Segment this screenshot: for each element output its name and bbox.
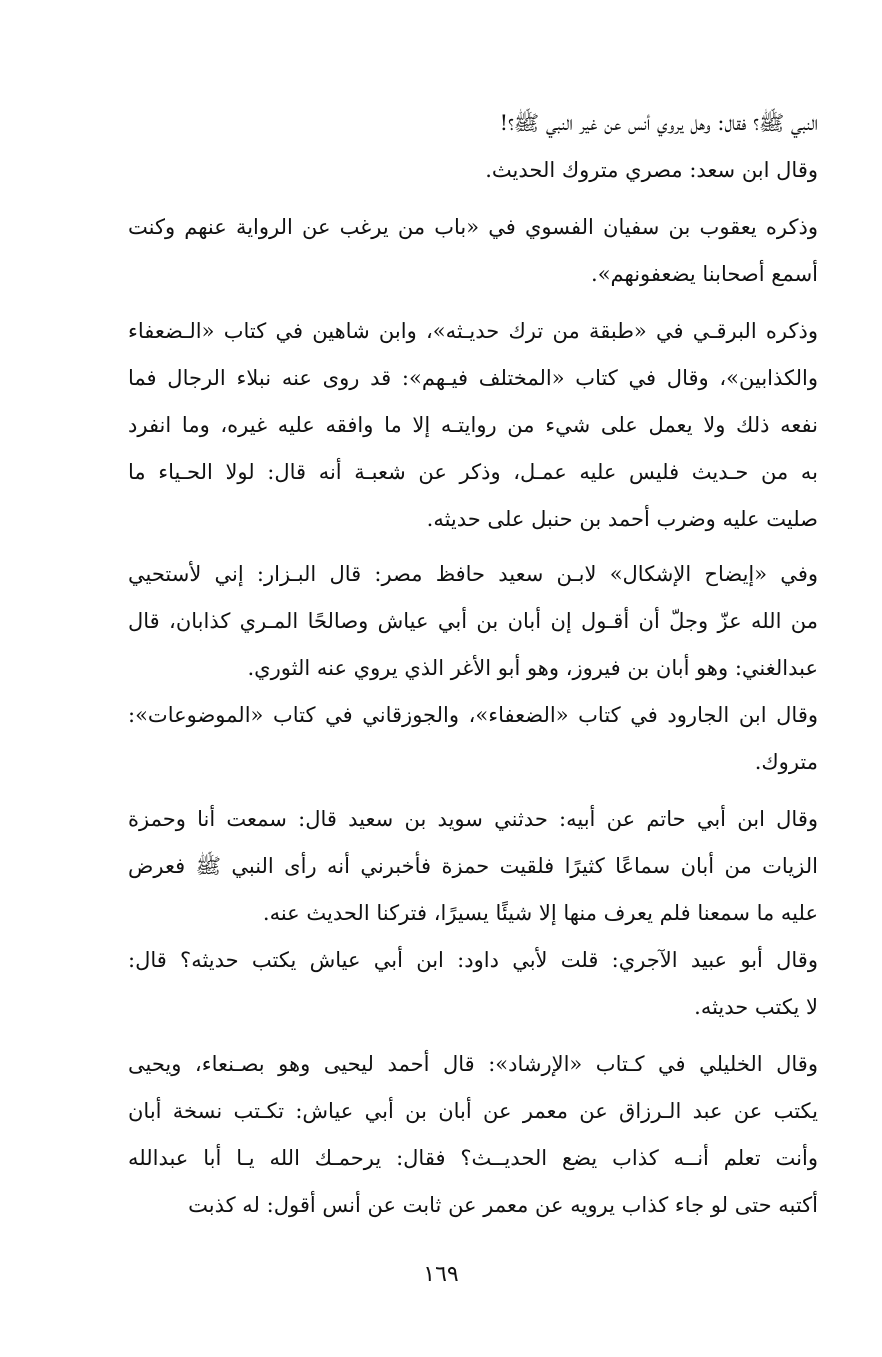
body-text <box>128 100 818 1229</box>
paragraph <box>128 796 818 937</box>
text-line: أكتبه حتى لو جاء كذاب يرويه عن معمر عن ثابت عن أنس أقول: له كذبت <box>188 1193 818 1217</box>
text-line: وأنت تعلم أنــه كذاب يضع الحديــث؟ فقال: يرحمـك الله يـا أبا عبدالله <box>128 1146 818 1170</box>
text-line: نفعه ذلك ولا يعمل على شيء من روايتـه إلا ما وافقه عليه غيره، وما انفرد <box>128 413 818 437</box>
text-line: لا يكتب حديثه. <box>694 995 818 1019</box>
text-line: وقال أبو عبيد الآجري: قلت لأبي داود: ابن أبي عياش يكتب حديثه؟ قال: <box>128 948 818 972</box>
text-line: أسمع أصحابنا يضعفونهم». <box>591 262 818 286</box>
page-number: ١٦٩ <box>423 1262 459 1287</box>
text-line: به من حـديث فليس عليه عمـل، وذكر عن شعبـة أنه قال: لولا الحـياء ما <box>128 460 818 484</box>
text-line: عليه ما سمعنا فلم يعرف منها إلا شيئًا يسيرًا، فتركنا الحديث عنه. <box>262 901 818 925</box>
text-line: النبي ﷺ؟ فقال: وهل يروي أنس عن غير النبي ﷺ؟! <box>499 111 818 135</box>
text-line: من الله عزّ وجلّ أن أقـول إن أبان بن أبي عياش وصالحًا المـري كذابان، قال <box>128 609 818 633</box>
text-line: صليت عليه وضرب أحمد بن حنبل على حديثه. <box>426 507 818 531</box>
text-line: وذكره البرقـي في «طبقة من ترك حديـثه»، وابن شاهين في كتاب «الـضعفاء <box>128 319 818 343</box>
paragraph <box>128 1041 818 1229</box>
text-line: وقال ابن الجارود في كتاب «الضعفاء»، والجوزقاني في كتاب «الموضوعات»: <box>128 703 818 727</box>
paragraph <box>128 308 818 543</box>
text-line: متروك. <box>754 750 818 774</box>
paragraph <box>128 147 818 194</box>
paragraph <box>128 204 818 298</box>
text-line: يكتب عن عبد الـرزاق عن معمر عن أبان بن أبي عياش: تكـتب نسخة أبان <box>128 1099 818 1123</box>
text-line: عبدالغني: وهو أبان بن فيروز، وهو أبو الأغر الذي يروي عنه الثوري. <box>247 656 818 680</box>
paragraph <box>128 692 818 786</box>
text-line: وقال الخليلي في كـتاب «الإرشاد»: قال أحمد ليحيى وهو بصـنعاء، ويحيى <box>128 1052 818 1076</box>
text-line: وقال ابن أبي حاتم عن أبيه: حدثني سويد بن سعيد قال: سمعت أنا وحمزة <box>128 807 818 831</box>
text-line: الزيات من أبان سماعًا كثيرًا فلقيت حمزة فأخبرني أنه رأى النبي ﷺ فعرض <box>128 854 818 878</box>
text-line: والكذابين»، وقال في كتاب «المختلف فيـهم»: قد روى عنه نبلاء الرجال فما <box>128 366 818 390</box>
text-line: وفي «إيضاح الإشكال» لابـن سعيد حافظ مصر: قال البـزار: إني لأستحيي <box>128 562 818 586</box>
text-line: وقال ابن سعد: مصري متروك الحديث. <box>485 158 818 182</box>
paragraph <box>128 551 818 692</box>
text-line: وذكره يعقوب بن سفيان الفسوي في «باب من يرغب عن الرواية عنهم وكنت <box>128 215 818 239</box>
paragraph <box>128 100 818 147</box>
paragraph <box>128 937 818 1031</box>
